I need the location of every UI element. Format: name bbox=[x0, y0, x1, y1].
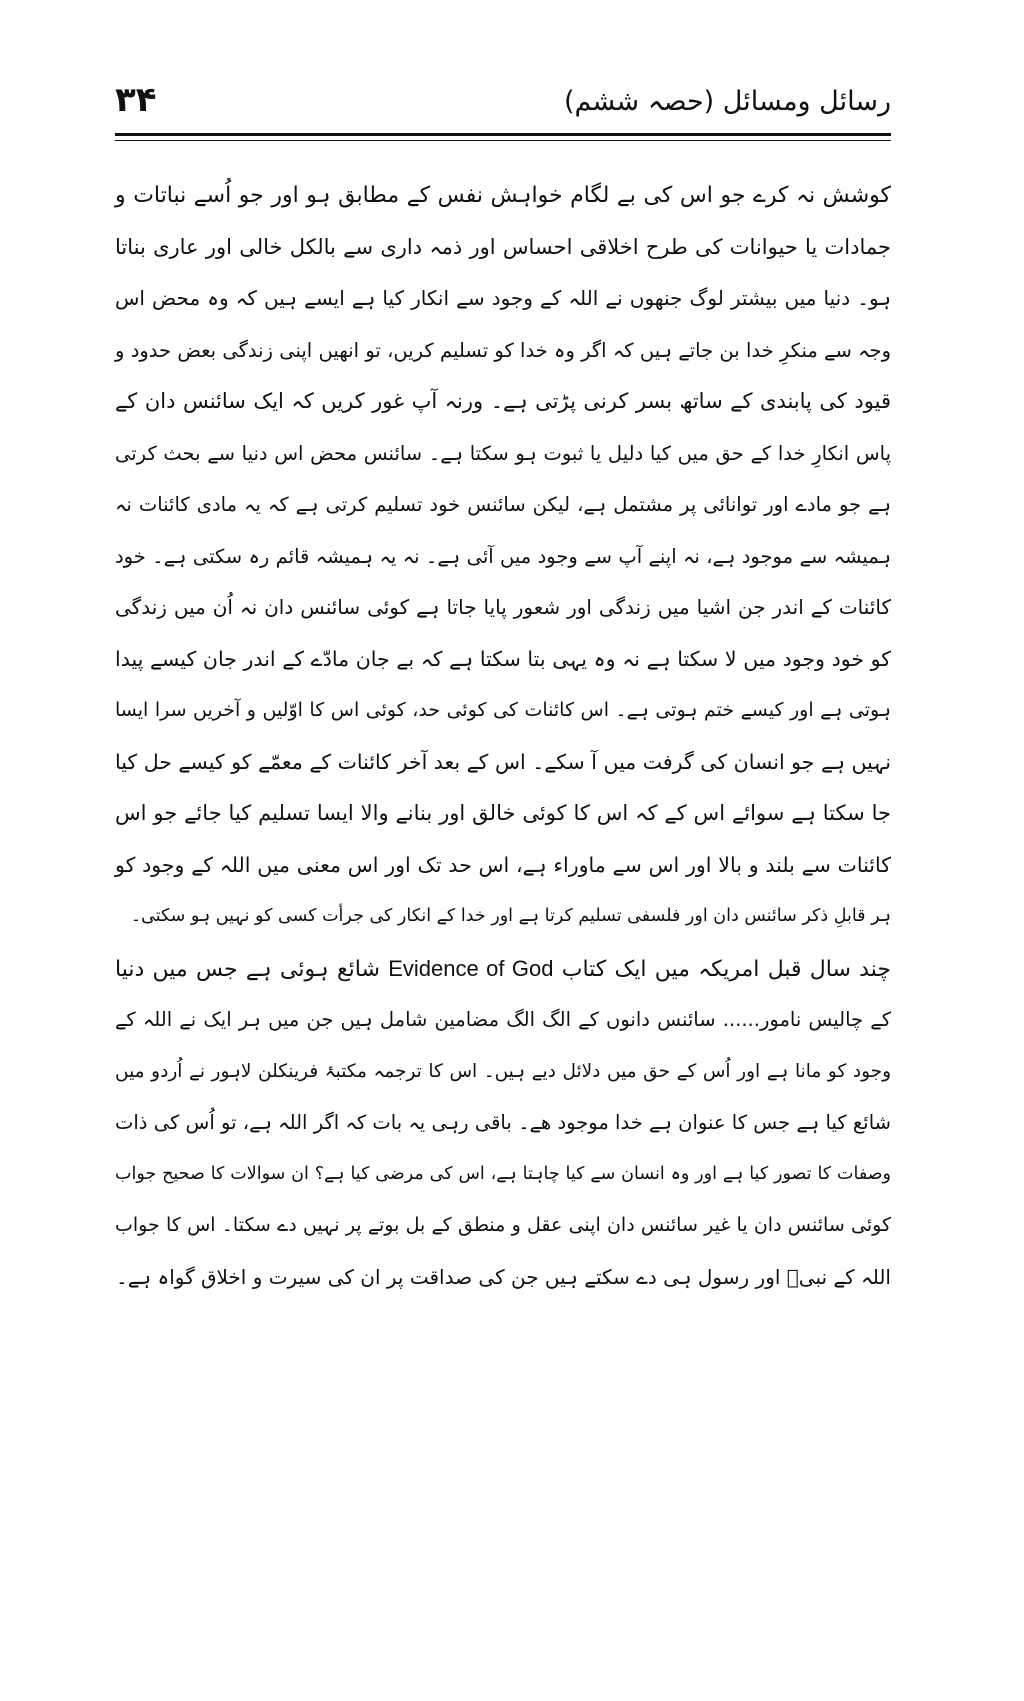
text-line: پاس انکارِ خدا کے حق میں کیا دلیل یا ثبوت ہو سکتا ہے۔ سائنس محض اس دنیا سے بحث کرتی bbox=[115, 441, 891, 465]
text-line: جا سکتا ہے سوائے اس کے کہ اس کا کوئی خالق اور بنانے والا ایسا تسلیم کیا جائے جو اس bbox=[115, 801, 891, 825]
text-line: قیود کی پابندی کے ساتھ بسر کرنی پڑتی ہے۔ ورنہ آپ غور کریں کہ ایک سائنس دان کے bbox=[115, 389, 891, 413]
text-line: وصفات کا تصور کیا ہے اور وہ انسان سے کیا چاہتا ہے، اس کی مرضی کیا ہے؟ ان سوالات کا صحیح جواب bbox=[115, 1163, 891, 1184]
book-name-latin: Evidence of God bbox=[388, 955, 554, 981]
text-line: کائنات کے اندر جن اشیا میں زندگی اور شعور پایا جاتا ہے کوئی سائنس دان نہ اُن میں زندگی bbox=[115, 595, 891, 619]
text-segment: چند سال قبل امریکہ میں ایک کتاب bbox=[561, 956, 891, 982]
book-title: رسائل ومسائل (حصہ ششم) bbox=[563, 86, 891, 117]
page-number: ۳۴ bbox=[115, 80, 157, 120]
body-text bbox=[115, 170, 891, 1303]
page-header bbox=[115, 78, 891, 128]
text-line: ہوتی ہے اور کیسے ختم ہوتی ہے۔ اس کائنات کی کوئی حد، کوئی اس کا اوّلیں و آخریں سرا ایسا bbox=[115, 699, 891, 721]
header-rule-thin bbox=[115, 140, 891, 141]
text-line: نہیں ہے جو انسان کی گرفت میں آ سکے۔ اس کے بعد آخر کائنات کے معمّے کو کیسے حل کیا bbox=[115, 749, 891, 774]
text-line: ہر قابلِ ذکر سائنس دان اور فلسفی تسلیم کرتا ہے اور خدا کے انکار کی جرأت کسی کو نہیں ہو سکتی۔ bbox=[130, 906, 891, 926]
paragraph-1 bbox=[115, 170, 891, 943]
text-line: وجود کو مانا ہے اور اُس کے حق میں دلائل دیے ہیں۔ اس کا ترجمہ مکتبۂ فرینکلن لاہور نے اُردو میں bbox=[115, 1060, 891, 1082]
text-line: ہے جو مادے اور توانائی پر مشتمل ہے، لیکن سائنس خود تسلیم کرتی ہے کہ یہ مادی کائنات نہ bbox=[115, 493, 891, 516]
paragraph-2 bbox=[115, 943, 891, 1304]
text-line: ہمیشہ سے موجود ہے، نہ اپنے آپ سے وجود میں آئی ہے۔ نہ یہ ہمیشہ قائم رہ سکتی ہے۔ خود bbox=[115, 544, 891, 568]
text-line: کے چالیس نامور...... سائنس دانوں کے الگ الگ مضامین شامل ہیں جن میں ہر ایک نے اللہ کے bbox=[115, 1008, 891, 1031]
text-line: کوشش نہ کرے جو اس کی بے لگام خواہش نفس کے مطابق ہو اور جو اُسے نباتات و bbox=[115, 183, 891, 208]
header-rule-thick bbox=[115, 133, 891, 136]
text-line-with-book-name bbox=[115, 943, 891, 995]
text-line: وجہ سے منکرِ خدا بن جاتے ہیں کہ اگر وہ خدا کو تسلیم کریں، تو انھیں اپنی زندگی بعض حدود و bbox=[115, 338, 891, 362]
text-line: شائع کیا ہے جس کا عنوان ہے خدا موجود ھے۔ باقی رہی یہ بات کہ اگر اللہ ہے، تو اُس کی ذات bbox=[115, 1111, 891, 1134]
text-line: جمادات یا حیوانات کی طرح اخلاقی احساس اور ذمہ داری سے بالکل خالی اور عاری بناتا bbox=[115, 234, 891, 259]
text-line: کائنات سے بلند و بالا اور اس سے ماوراء ہے، اس حد تک اور اس معنی میں اللہ کے وجود کو bbox=[115, 852, 891, 877]
text-line: کوئی سائنس دان یا غیر سائنس دان اپنی عقل و منطق کے بل بوتے پر نہیں دے سکتا۔ اس کا جواب bbox=[115, 1214, 891, 1236]
text-segment: شائع ہوئی ہے جس میں دنیا bbox=[115, 956, 380, 982]
text-line: ہو۔ دنیا میں بیشتر لوگ جنھوں نے اللہ کے وجود سے انکار کیا ہے ایسے ہیں کہ وہ محض اس bbox=[115, 286, 891, 310]
text-line: اللہ کے نبیؑ اور رسول ہی دے سکتے ہیں جن کی صداقت پر ان کی سیرت و اخلاق گواہ ہے۔ bbox=[115, 1264, 891, 1289]
text-line: کو خود وجود میں لا سکتا ہے نہ وہ یہی بتا سکتا ہے کہ بے جان مادّے کے اندر جان کیسے پیدا bbox=[115, 646, 891, 671]
